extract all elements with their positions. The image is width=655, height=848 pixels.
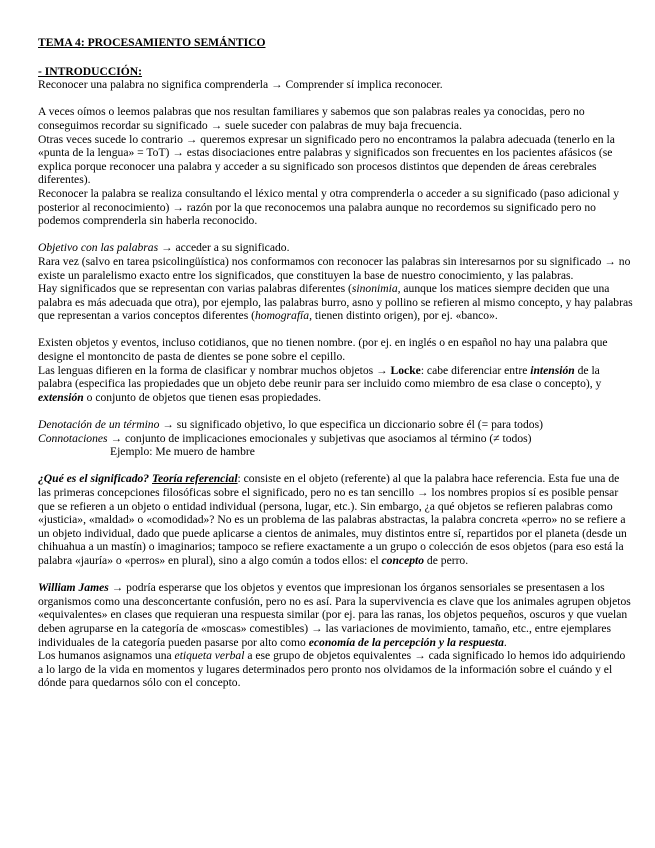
example-line: Ejemplo: Me muero de hambre	[110, 445, 255, 459]
denotacion-label: Denotación de un término	[38, 418, 160, 432]
paragraph-sin-nombre: Existen objetos y eventos, incluso cotidianos, que no tienen nombre. (por ej. en inglés o en español no hay una palabra que designe el montoncito de pasta de dientes se pone sobre el cepillo.	[38, 336, 608, 364]
term-william-james: William James	[38, 581, 109, 595]
paragraph-denotacion: Denotación de un término → su significado objetivo, lo que especifica un diccionario sobre él (= para todos)	[38, 418, 543, 432]
paragraph-rara-vez: Rara vez (salvo en tarea psicolingüística) nos conformamos con reconocer las palabras sin interesarnos por su significado → no existe un paralelismo exacto entre los significados, que constituyen la base de nuestro conocimiento, y las palabras.	[38, 254, 631, 282]
term-economia: economía de la percepción y la respuesta	[308, 635, 504, 649]
paragraph-reconocer: Reconocer una palabra no significa comprenderla → Comprender sí implica reconocer.	[38, 78, 443, 92]
term-locke: Locke	[390, 363, 421, 377]
paragraph-etiqueta-verbal: Los humanos asignamos una etiqueta verbal a ese grupo de objetos equivalentes → cada significado lo hemos ido adquiriendo a lo largo de la vida en momentos y lugares determinados pero pronto nos olvidamos de la información sobre el cuándo y el dónde para quedarnos sólo con el concepto.	[38, 649, 626, 690]
objetivo-label: Objetivo con las palabras	[38, 241, 159, 255]
paragraph-locke: Las lenguas difieren en la forma de clasificar y nombrar muchos objetos → Locke: cabe diferenciar entre intensión de la palabra (especifica las propiedades que un objeto debe reunir para ser incluido como miembro de esa clase o concepto), y extensión o conjunto de objetos que tienen esas propiedades.	[38, 363, 602, 404]
paragraph-connotaciones: Connotaciones → conjunto de implicaciones emocionales y subjetivas que asociamos al término (≠ todos)	[38, 431, 532, 445]
term-extension: extensión	[38, 390, 84, 404]
page-title: TEMA 4: PROCESAMIENTO SEMÁNTICO	[38, 36, 266, 49]
paragraph-punta-lengua: Otras veces sucede lo contrario → queremos expresar un significado pero no encontramos la palabra adecuada (tenerlo en la «punta de la lengua» = ToT) → estas disociaciones entre palabras y significados son frecuentes en los pacientes afásicos (se explica porque reconocer una palabra y acceder a su significado son procesos distintos que dependen de áreas cerebrales diferentes).	[38, 132, 615, 187]
connotaciones-label: Connotaciones	[38, 431, 108, 445]
term-sinonimia: sinonimia,	[351, 282, 401, 296]
intro-heading: - INTRODUCCIÓN:	[38, 64, 143, 78]
term-etiqueta-verbal: etiqueta verbal	[174, 649, 245, 663]
paragraph-sinonimia: Hay significados que se representan con varias palabras diferentes (sinonimia, aunque los matices siempre deciden que una palabra es más adecuada que otra), por ejemplo, las palabras burro, asno y pollino se refieren al mismo concepto, y hay palabras que representan a varios conceptos diferentes (homografía, tienen distinto origen), por ej. «banco».	[38, 282, 633, 323]
paragraph-lexico-mental: Reconocer la palabra se realiza consultando el léxico mental y otra comprenderla o acceder a su significado (paso adicional y posterior al reconocimiento) → razón por la que reconocemos una palabra aunque no recordemos su significado pero no podemos comprenderla sin haberla reconocido.	[38, 186, 620, 228]
term-teoria-referencial: Teoría referencial	[152, 472, 238, 486]
term-intension: intensión	[530, 363, 575, 377]
paragraph-familiares: A veces oímos o leemos palabras que nos resultan familiares y sabemos que son palabras reales ya conocidas, pero no conseguimos recordar su significado → suele suceder con palabras de muy baja frecuencia.	[38, 105, 585, 132]
paragraph-significado: ¿Qué es el significado? Teoría referencial: consiste en el objeto (referente) al que la palabra hace referencia. Esta fue una de las primeras concepciones filosóficas sobre el significado, pero no es tan sencillo → los nombres propios sí es posible pensar que se refieren a un objeto o entidad individual (persona, lugar, etc.). Sin embargo, ¿a qué objetos se refieren palabras como «justicia», «maldad» o «comodidad»? No es un problema de las palabras abstractas, la palabra concreta «perro» no se refiere a un objeto individual, dado que puede aplicarse a cientos de animales, muy distintos entre sí, repartidos por el planeta (desde un chihuahua a un mastín) o imaginarios; tampoco se refiere exactamente a un grupo o colección de esos objetos (para eso está la palabra «jauría» o «perros» en plural), sino a algo común a todos ellos: el concepto de perro.	[38, 472, 627, 567]
term-homografia: homografía,	[254, 309, 312, 323]
paragraph-objetivo: Objetivo con las palabras → acceder a su significado.	[38, 241, 290, 255]
question-significado: ¿Qué es el significado?	[38, 472, 152, 486]
paragraph-william-james: William James → podría esperarse que los objetos y eventos que impresionan los órganos sensoriales se presentasen a los organismos como una desconcertante confusión, pero no es así. Para la supervivencia es clave que los animales agrupen objetos «equivalentes» en clases que requieran una respuesta similar (por ej. para las ranas, los objetos pequeños, oscuros y que vuelan deben agruparse en la categoría de «moscas» comestibles) → las variaciones de movimiento, tamaño, etc., entre ejemplares individuales de la categoría pueden pasarse por alto como economía de la percepción y la respuesta.	[38, 581, 631, 649]
term-concepto: concepto	[381, 553, 425, 567]
